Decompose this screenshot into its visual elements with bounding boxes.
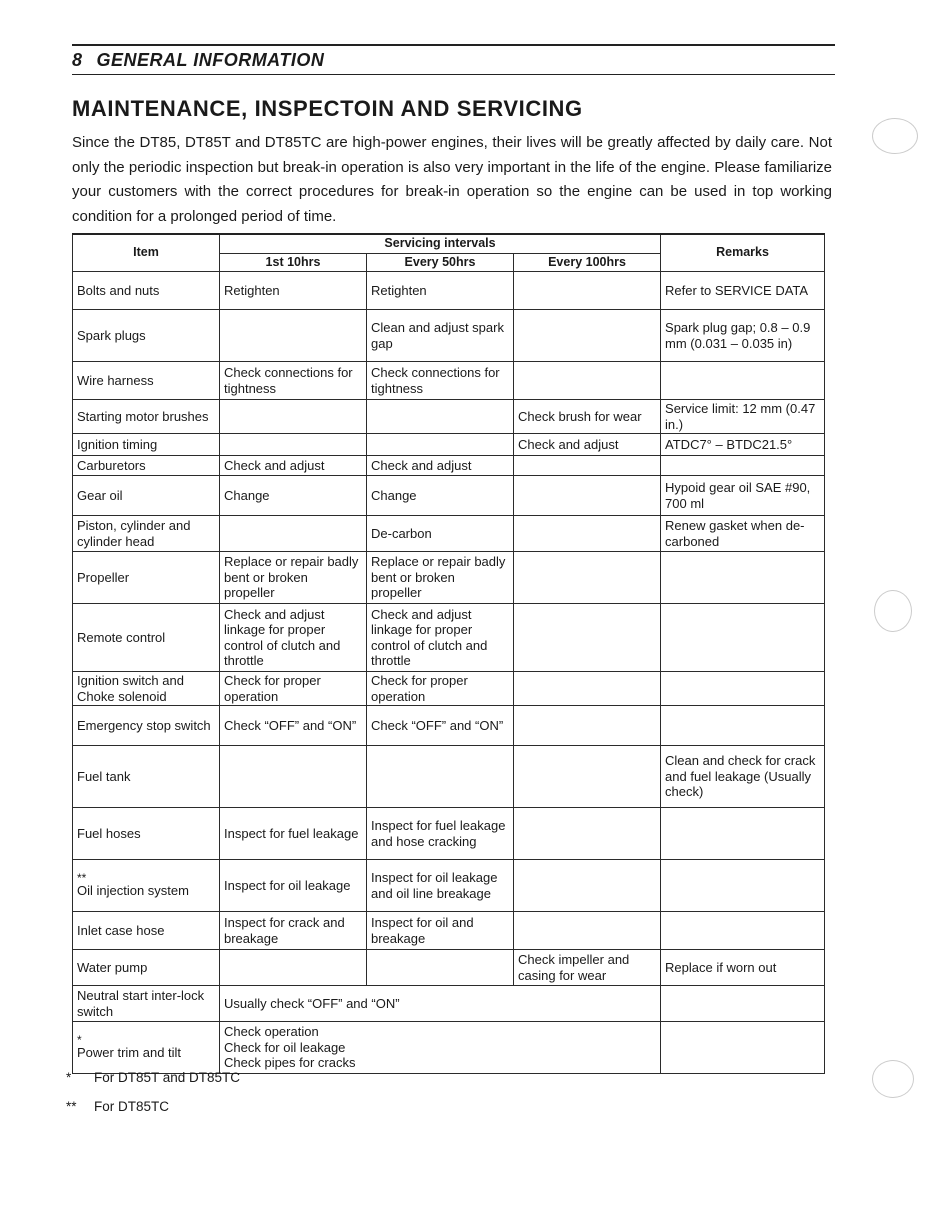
item-label: Emergency stop switch: [77, 717, 211, 733]
item-label: Starting motor brushes: [77, 408, 209, 424]
item-label: Gear oil: [77, 487, 123, 503]
footnotes: [66, 1070, 240, 1128]
page-smudge: [872, 1060, 914, 1098]
table-row: [73, 400, 825, 434]
remarks-cell: [661, 986, 825, 1022]
interval-every-100hrs: [514, 672, 661, 706]
interval-1st-10hrs: Inspect for fuel leakage: [220, 808, 367, 860]
interval-every-50hrs: Check connections for tightness: [367, 362, 514, 400]
remarks-cell: ATDC7° – BTDC21.5°: [661, 434, 825, 456]
footnote: [66, 1099, 240, 1114]
remarks-cell: [661, 912, 825, 950]
header-item: Item: [73, 234, 220, 272]
interval-every-100hrs: [514, 912, 661, 950]
table-row: [73, 746, 825, 808]
interval-1st-10hrs: Inspect for oil leakage: [220, 860, 367, 912]
interval-1st-10hrs: [220, 746, 367, 808]
header-col2: Every 50hrs: [367, 253, 514, 272]
interval-1st-10hrs: Retighten: [220, 272, 367, 310]
header-remarks: Remarks: [661, 234, 825, 272]
interval-every-100hrs: [514, 604, 661, 672]
section-title: GENERAL INFORMATION: [96, 49, 325, 70]
interval-every-100hrs: [514, 516, 661, 552]
table-row: [73, 362, 825, 400]
page-header: [72, 44, 835, 75]
table-row: [73, 604, 825, 672]
interval-every-100hrs: [514, 362, 661, 400]
remarks-cell: [661, 808, 825, 860]
interval-every-100hrs: [514, 272, 661, 310]
item-marker: *: [77, 1032, 82, 1047]
interval-every-100hrs: [514, 860, 661, 912]
interval-every-100hrs: [514, 706, 661, 746]
interval-1st-10hrs: [220, 310, 367, 362]
table-row: [73, 950, 825, 986]
item-cell: [73, 672, 220, 706]
remarks-cell: Clean and check for crack and fuel leakage (Usually check): [661, 746, 825, 808]
item-cell: [73, 400, 220, 434]
item-cell: [73, 272, 220, 310]
remarks-cell: [661, 706, 825, 746]
interval-every-100hrs: [514, 310, 661, 362]
footnote-text: For DT85TC: [94, 1099, 170, 1114]
remarks-cell: [661, 604, 825, 672]
interval-every-50hrs: Check and adjust: [367, 456, 514, 476]
page-number: 8: [72, 49, 83, 70]
table-row: [73, 476, 825, 516]
interval-1st-10hrs: Check and adjust: [220, 456, 367, 476]
page-title: MAINTENANCE, INSPECTOIN AND SERVICING: [72, 96, 583, 121]
table-row: [73, 912, 825, 950]
interval-1st-10hrs: [220, 950, 367, 986]
remarks-cell: Spark plug gap; 0.8 – 0.9 mm (0.031 – 0.035 in): [661, 310, 825, 362]
item-cell: [73, 604, 220, 672]
interval-every-50hrs: Check “OFF” and “ON”: [367, 706, 514, 746]
item-label: Water pump: [77, 959, 148, 975]
item-cell: [73, 456, 220, 476]
item-cell: [73, 860, 220, 912]
table-row: [73, 706, 825, 746]
item-cell: [73, 912, 220, 950]
interval-every-50hrs: De-carbon: [367, 516, 514, 552]
table-row: [73, 808, 825, 860]
item-label: Oil injection system: [77, 882, 189, 898]
table-row: [73, 860, 825, 912]
interval-1st-10hrs: Change: [220, 476, 367, 516]
item-cell: [73, 516, 220, 552]
table-row: [73, 456, 825, 476]
interval-every-50hrs: Clean and adjust spark gap: [367, 310, 514, 362]
item-cell: [73, 310, 220, 362]
item-marker: **: [77, 870, 87, 885]
intro-paragraph: Since the DT85, DT85T and DT85TC are high-power engines, their lives will be greatly affected by daily care. Not only the periodic inspection but break-in operation is also very important in the life of the engine. Please familiarize your customers with the correct procedures for break-in operation so the engine can be used in top working condition for a prolonged period of time.: [72, 134, 832, 225]
interval-1st-10hrs: Check connections for tightness: [220, 362, 367, 400]
item-cell: Neutral start inter-lock switch: [73, 986, 220, 1022]
item-cell: [73, 746, 220, 808]
footnote-mark: *: [66, 1070, 72, 1085]
footnote: [66, 1070, 240, 1085]
item-label: Carburetors: [77, 457, 146, 473]
interval-every-50hrs: Replace or repair badly bent or broken propeller: [367, 552, 514, 604]
item-cell: [73, 476, 220, 516]
interval-every-100hrs: [514, 808, 661, 860]
interval-every-50hrs: [367, 434, 514, 456]
table-row: [73, 272, 825, 310]
interval-1st-10hrs: Check for proper operation: [220, 672, 367, 706]
page-smudge: [874, 590, 912, 632]
interval-every-100hrs: Check impeller and casing for wear: [514, 950, 661, 986]
remarks-cell: Replace if worn out: [661, 950, 825, 986]
interval-every-50hrs: Inspect for oil leakage and oil line breakage: [367, 860, 514, 912]
item-cell: [73, 552, 220, 604]
remarks-cell: Refer to SERVICE DATA: [661, 272, 825, 310]
item-cell: [73, 362, 220, 400]
footnote-text: For DT85T and DT85TC: [94, 1070, 241, 1085]
interval-1st-10hrs: Check “OFF” and “ON”: [220, 706, 367, 746]
item-label: Ignition switch and Choke solenoid: [77, 673, 184, 704]
remarks-cell: [661, 860, 825, 912]
item-label: Ignition timing: [77, 436, 158, 452]
check-line: Check pipes for cracks: [224, 1055, 356, 1071]
interval-every-50hrs: Check for proper operation: [367, 672, 514, 706]
item-cell: [73, 1022, 220, 1074]
interval-every-100hrs: Check and adjust: [514, 434, 661, 456]
item-label: Fuel tank: [77, 768, 131, 784]
item-label: Propeller: [77, 569, 130, 585]
interval-every-100hrs: [514, 456, 661, 476]
item-cell: [73, 950, 220, 986]
check-line: Check for oil leakage: [224, 1039, 346, 1055]
item-label: Remote control: [77, 629, 166, 645]
interval-1st-10hrs: Inspect for crack and breakage: [220, 912, 367, 950]
interval-every-50hrs: [367, 400, 514, 434]
interval-every-50hrs: Retighten: [367, 272, 514, 310]
remarks-cell: [661, 552, 825, 604]
interval-every-50hrs: [367, 746, 514, 808]
page-smudge: [872, 118, 918, 154]
item-cell: [73, 706, 220, 746]
interval-every-100hrs: [514, 476, 661, 516]
item-label: Power trim and tilt: [77, 1044, 182, 1060]
interval-every-50hrs: Change: [367, 476, 514, 516]
interval-span-cell: [220, 1022, 661, 1074]
interval-every-100hrs: [514, 552, 661, 604]
interval-every-100hrs: [514, 746, 661, 808]
remarks-cell: Service limit: 12 mm (0.47 in.): [661, 400, 825, 434]
table-row: [73, 552, 825, 604]
table-row: [73, 434, 825, 456]
interval-every-50hrs: Inspect for fuel leakage and hose cracking: [367, 808, 514, 860]
interval-every-100hrs: Check brush for wear: [514, 400, 661, 434]
item-label: Fuel hoses: [77, 825, 141, 841]
table-row: [73, 1022, 825, 1074]
item-cell: [73, 808, 220, 860]
remarks-cell: [661, 1022, 825, 1074]
remarks-cell: Renew gasket when de-carboned: [661, 516, 825, 552]
remarks-cell: [661, 672, 825, 706]
interval-span-cell: Usually check “OFF” and “ON”: [220, 986, 661, 1022]
table-row: [73, 310, 825, 362]
interval-1st-10hrs: [220, 516, 367, 552]
item-cell: [73, 434, 220, 456]
item-label: Spark plugs: [77, 327, 146, 343]
item-label: Inlet case hose: [77, 922, 165, 938]
table-row: [73, 672, 825, 706]
table-row: [73, 986, 825, 1022]
remarks-cell: [661, 456, 825, 476]
header-intervals: Servicing intervals: [220, 234, 661, 253]
table-row: [73, 516, 825, 552]
interval-1st-10hrs: [220, 434, 367, 456]
item-label: Piston, cylinder and cylinder head: [77, 518, 191, 549]
header-col3: Every 100hrs: [514, 253, 661, 272]
item-label: Wire harness: [77, 372, 154, 388]
interval-1st-10hrs: [220, 400, 367, 434]
interval-every-50hrs: Inspect for oil and breakage: [367, 912, 514, 950]
header-col1: 1st 10hrs: [220, 253, 367, 272]
item-label: Bolts and nuts: [77, 282, 160, 298]
interval-1st-10hrs: Replace or repair badly bent or broken propeller: [220, 552, 367, 604]
check-line: Check operation: [224, 1024, 319, 1040]
remarks-cell: Hypoid gear oil SAE #90, 700 ml: [661, 476, 825, 516]
remarks-cell: [661, 362, 825, 400]
interval-every-50hrs: [367, 950, 514, 986]
maintenance-table: [72, 233, 825, 1074]
interval-1st-10hrs: Check and adjust linkage for proper control of clutch and throttle: [220, 604, 367, 672]
footnote-mark: **: [66, 1099, 77, 1114]
interval-every-50hrs: Check and adjust linkage for proper control of clutch and throttle: [367, 604, 514, 672]
